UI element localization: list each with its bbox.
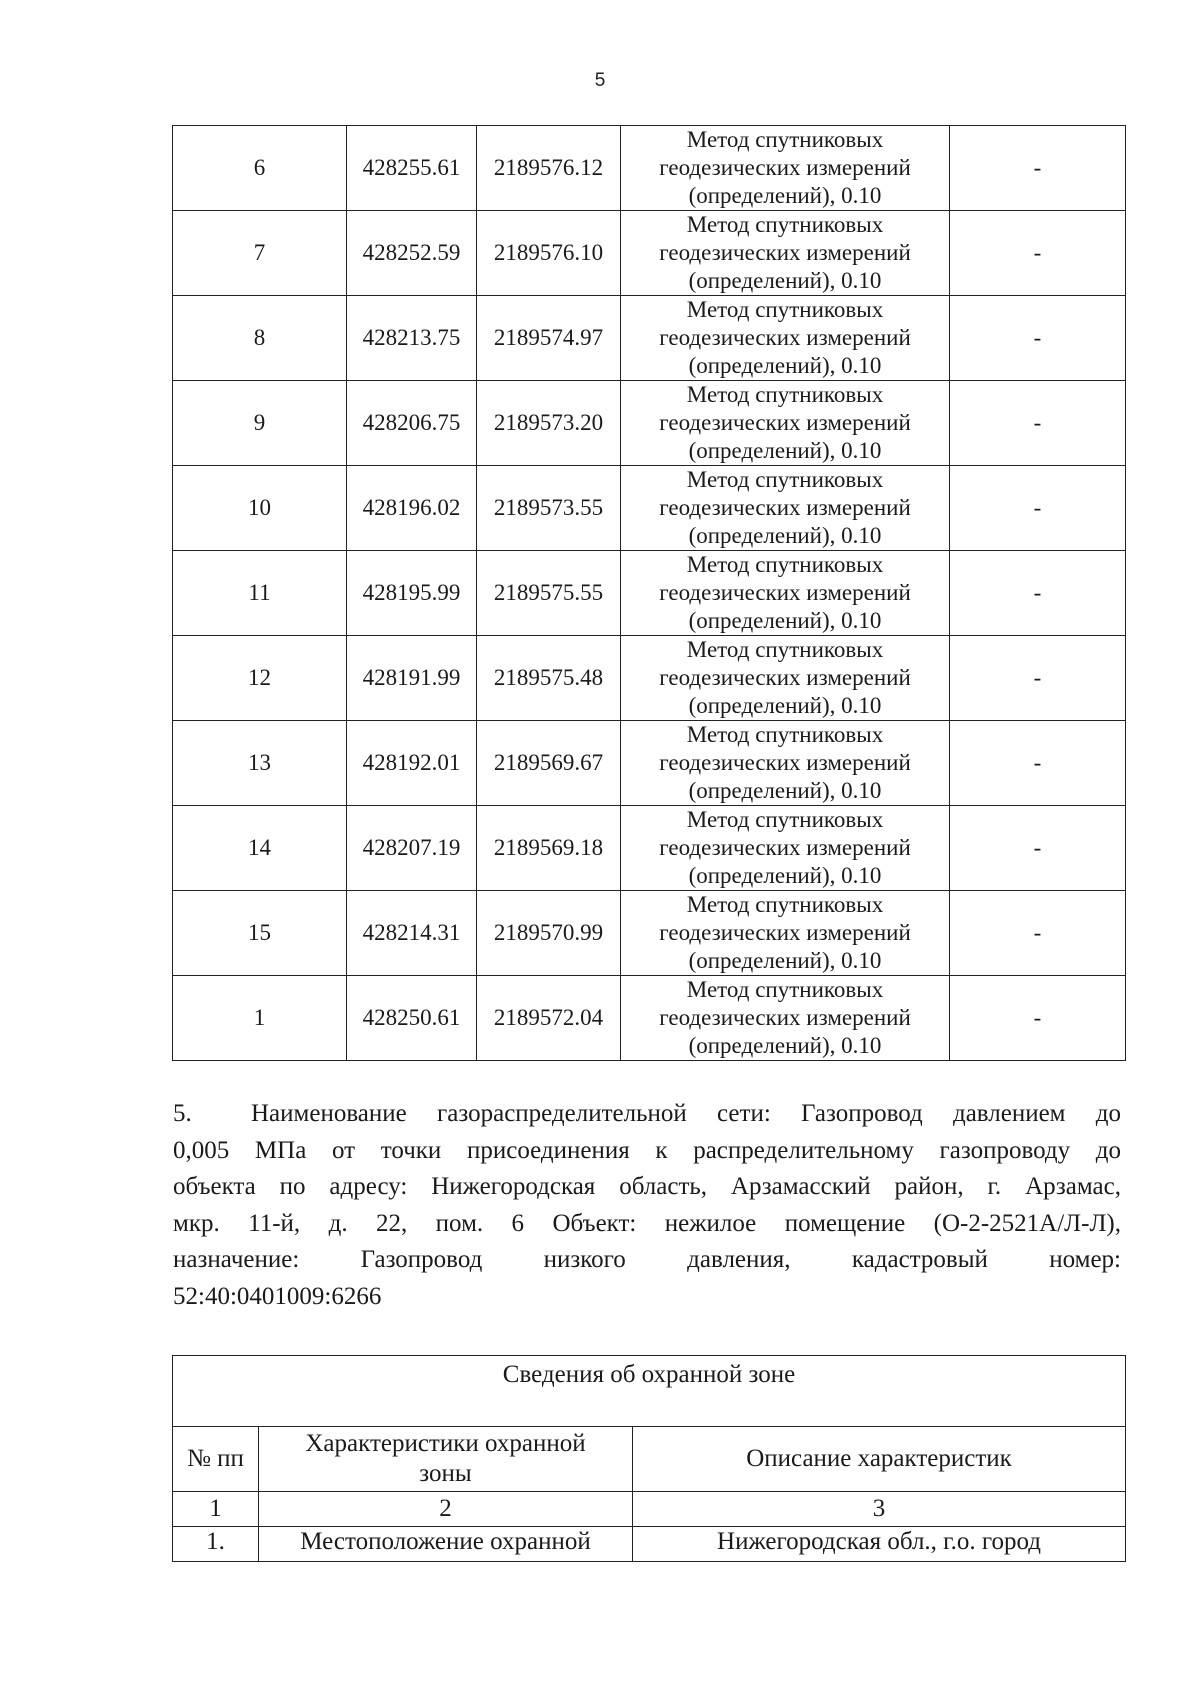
- page-number: 5: [594, 70, 606, 91]
- y-coordinate-cell: 2189570.99: [477, 891, 621, 976]
- table-row: [173, 806, 1126, 891]
- method-line: геодезических измерений: [659, 580, 911, 605]
- method-line: (определений), 0.10: [688, 183, 882, 208]
- y-coordinate-cell: 2189576.10: [477, 211, 621, 296]
- x-coordinate-cell: 428195.99: [347, 551, 477, 636]
- section-5-text: [173, 1096, 1121, 1315]
- table-row: [173, 381, 1126, 466]
- y-coordinate-cell: 2189575.48: [477, 636, 621, 721]
- point-number-cell: 6: [173, 126, 347, 211]
- x-coordinate-cell: 428250.61: [347, 976, 477, 1061]
- y-coordinate-cell: 2189576.12: [477, 126, 621, 211]
- method-line: (определений), 0.10: [688, 778, 882, 803]
- note-cell: -: [950, 211, 1126, 296]
- point-number-cell: 1: [173, 976, 347, 1061]
- method-line: Метод спутниковых: [686, 297, 884, 322]
- method-line: геодезических измерений: [659, 240, 911, 265]
- zone-column-number: 1: [173, 1492, 259, 1527]
- x-coordinate-cell: 428192.01: [347, 721, 477, 806]
- table-row: [173, 551, 1126, 636]
- zone-header-description: Описание характеристик: [633, 1427, 1126, 1492]
- table-row: [173, 126, 1126, 211]
- table-row: [173, 211, 1126, 296]
- method-cell: [621, 211, 950, 296]
- method-line: (определений), 0.10: [688, 948, 882, 973]
- y-coordinate-cell: 2189569.67: [477, 721, 621, 806]
- zone-table-row: [173, 1527, 1126, 1562]
- x-coordinate-cell: 428214.31: [347, 891, 477, 976]
- x-coordinate-cell: 428213.75: [347, 296, 477, 381]
- method-cell: [621, 126, 950, 211]
- note-cell: -: [950, 976, 1126, 1061]
- method-line: (определений), 0.10: [688, 693, 882, 718]
- note-cell: -: [950, 126, 1126, 211]
- zone-table-column-numbers: [173, 1492, 1126, 1527]
- note-cell: -: [950, 466, 1126, 551]
- protection-zone-table: [172, 1355, 1126, 1562]
- table-row: [173, 466, 1126, 551]
- method-cell: [621, 381, 950, 466]
- x-coordinate-cell: 428207.19: [347, 806, 477, 891]
- y-coordinate-cell: 2189572.04: [477, 976, 621, 1061]
- y-coordinate-cell: 2189575.55: [477, 551, 621, 636]
- method-line: Метод спутниковых: [686, 382, 884, 407]
- coordinates-table-body: [173, 126, 1126, 1061]
- method-line: (определений), 0.10: [688, 438, 882, 463]
- point-number-cell: 15: [173, 891, 347, 976]
- note-cell: -: [950, 551, 1126, 636]
- x-coordinate-cell: 428196.02: [347, 466, 477, 551]
- coordinates-table: [172, 125, 1126, 1061]
- method-line: Метод спутниковых: [686, 637, 884, 662]
- method-cell: [621, 296, 950, 381]
- section-5-line: 52:40:0401009:6266: [173, 1282, 382, 1310]
- method-line: (определений), 0.10: [688, 863, 882, 888]
- table-row: [173, 891, 1126, 976]
- zone-table-title-row: [173, 1356, 1126, 1427]
- method-line: (определений), 0.10: [688, 1033, 882, 1058]
- method-line: (определений), 0.10: [688, 268, 882, 293]
- method-line: Метод спутниковых: [686, 807, 884, 832]
- section-5-line: объекта по адресу: Нижегородская область, Арзамасский район, г. Арзамас,: [173, 1173, 1121, 1200]
- method-line: Метод спутниковых: [686, 977, 884, 1002]
- y-coordinate-cell: 2189574.97: [477, 296, 621, 381]
- zone-table-header-row: [173, 1427, 1126, 1492]
- method-line: Метод спутниковых: [686, 552, 884, 577]
- point-number-cell: 11: [173, 551, 347, 636]
- note-cell: -: [950, 381, 1126, 466]
- point-number-cell: 9: [173, 381, 347, 466]
- note-cell: -: [950, 636, 1126, 721]
- method-line: Метод спутниковых: [686, 212, 884, 237]
- zone-header-characteristics: [259, 1427, 633, 1492]
- x-coordinate-cell: 428191.99: [347, 636, 477, 721]
- method-line: геодезических измерений: [659, 1005, 911, 1030]
- zone-header-number: № пп: [173, 1427, 259, 1492]
- method-line: (определений), 0.10: [688, 353, 882, 378]
- method-line: (определений), 0.10: [688, 523, 882, 548]
- zone-column-number: 3: [633, 1492, 1126, 1527]
- section-number: 5.: [173, 1100, 192, 1127]
- method-line: Метод спутниковых: [686, 892, 884, 917]
- zone-row-characteristic: Местоположение охранной: [259, 1527, 633, 1562]
- y-coordinate-cell: 2189569.18: [477, 806, 621, 891]
- method-line: Метод спутниковых: [686, 467, 884, 492]
- method-line: геодезических измерений: [659, 155, 911, 180]
- section-5-line: назначение: Газопровод низкого давления, кадастровый номер:: [173, 1246, 1121, 1273]
- method-line: геодезических измерений: [659, 325, 911, 350]
- x-coordinate-cell: 428206.75: [347, 381, 477, 466]
- method-cell: [621, 891, 950, 976]
- point-number-cell: 14: [173, 806, 347, 891]
- note-cell: -: [950, 806, 1126, 891]
- method-cell: [621, 466, 950, 551]
- note-cell: -: [950, 721, 1126, 806]
- zone-column-number: 2: [259, 1492, 633, 1527]
- method-line: Метод спутниковых: [686, 722, 884, 747]
- x-coordinate-cell: 428252.59: [347, 211, 477, 296]
- note-cell: -: [950, 891, 1126, 976]
- method-line: Метод спутниковых: [686, 127, 884, 152]
- section-5-line: 0,005 МПа от точки присоединения к распределительному газопроводу до: [173, 1136, 1121, 1164]
- method-cell: [621, 806, 950, 891]
- method-cell: [621, 976, 950, 1061]
- y-coordinate-cell: 2189573.20: [477, 381, 621, 466]
- y-coordinate-cell: 2189573.55: [477, 466, 621, 551]
- method-cell: [621, 551, 950, 636]
- table-row: [173, 976, 1126, 1061]
- section-5-line: мкр. 11-й, д. 22, пом. 6 Объект: нежилое помещение (О-2-2521А/Л-Л),: [173, 1209, 1121, 1237]
- point-number-cell: 7: [173, 211, 347, 296]
- method-cell: [621, 721, 950, 806]
- zone-row-description: Нижегородская обл., г.о. город: [633, 1527, 1126, 1562]
- zone-row-number: 1.: [173, 1527, 259, 1562]
- method-line: геодезических измерений: [659, 665, 911, 690]
- point-number-cell: 12: [173, 636, 347, 721]
- point-number-cell: 8: [173, 296, 347, 381]
- method-line: геодезических измерений: [659, 410, 911, 435]
- section-5-line: [173, 1096, 1121, 1133]
- point-number-cell: 10: [173, 466, 347, 551]
- zone-header-characteristics-line: зоны: [419, 1460, 472, 1487]
- zone-header-characteristics-line: Характеристики охранной: [305, 1430, 586, 1457]
- table-row: [173, 296, 1126, 381]
- point-number-cell: 13: [173, 721, 347, 806]
- method-line: геодезических измерений: [659, 835, 911, 860]
- x-coordinate-cell: 428255.61: [347, 126, 477, 211]
- section-5-line-text: Наименование газораспределительной сети: Газопровод давлением до: [251, 1100, 1121, 1127]
- method-line: геодезических измерений: [659, 750, 911, 775]
- section-5: [173, 1096, 1121, 1315]
- method-cell: [621, 636, 950, 721]
- method-line: (определений), 0.10: [688, 608, 882, 633]
- table-row: [173, 636, 1126, 721]
- note-cell: -: [950, 296, 1126, 381]
- method-line: геодезических измерений: [659, 495, 911, 520]
- method-line: геодезических измерений: [659, 920, 911, 945]
- zone-table-title: Сведения об охранной зоне: [173, 1356, 1126, 1427]
- table-row: [173, 721, 1126, 806]
